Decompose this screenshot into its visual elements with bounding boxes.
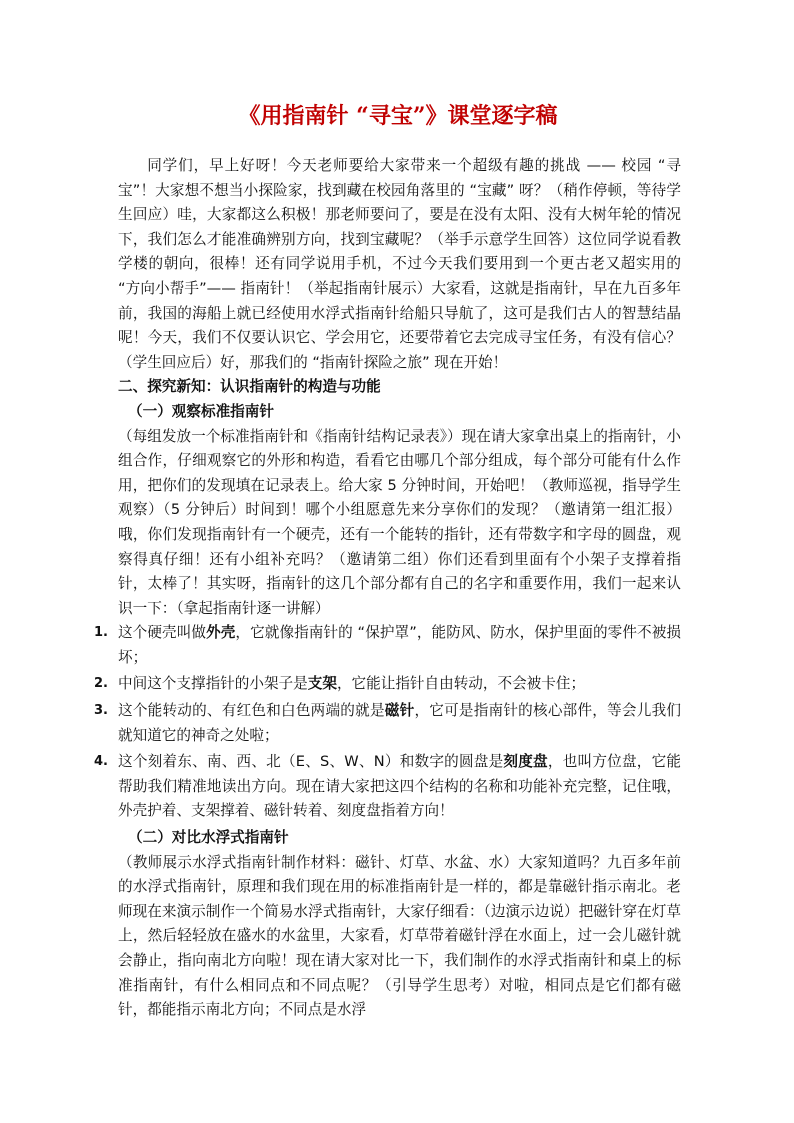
observation-paragraph: （每组发放一个标准指南针和《指南针结构记录表》）现在请大家拿出桌上的指南针，小组合作，仔细观察它的外形和构造，看看它由哪几个部分组成，每个部分可能有什么作用，把你们的发现填在记录表上。给大家 5 分钟时间，开始吧！（教师巡视，指导学生观察）（5 分钟后）时间到！哪个小组愿意先来分享你们的发现？（邀请第一组汇报）哦，你们发现指南针有一个硬壳，还有一个能转的指针，还有带数字和字母的圆盘，观察得真仔细！还有小组补充吗？（邀请第二组）你们还看到里面有个小架子支撑着指针，太棒了！其实呀，指南针的这几个部分都有自己的名字和重要作用，我们一起来认识一下：（拿起指南针逐一讲解） <box>118 427 681 617</box>
list-item <box>94 699 681 748</box>
intro-paragraph: 同学们，早上好呀！今天老师要给大家带来一个超级有趣的挑战 —— 校园 “寻宝”！大家想不想当小探险家，找到藏在校园角落里的 “宝藏” 呀？（稍作停顿，等待学生回应）哇，大家都这么积极！那老师要问了，要是在没有太阳、没有大树年轮的情况下，我们怎么才能准确辨别方向，找到宝藏呢？（举手示意学生回答）这位同学说看教学楼的朝向，很棒！还有同学说用手机，不过今天我们要用到一个更古老又超实用的 “方向小帮手”—— 指南针！（举起指南针展示）大家看，这就是指南针，早在九百多年前，我国的海船上就已经使用水浮式指南针给船只导航了，这可是我们古人的智慧结晶呢！今天，我们不仅要认识它、学会用它，还要带着它去完成寻宝任务，有没有信心？（学生回应后）好，那我们的 “指南针探险之旅” 现在开始！ <box>118 157 681 371</box>
list-item <box>94 621 681 670</box>
subsection-heading-2: （二）对比水浮式指南针 <box>128 829 289 847</box>
list-text: 中间这个支撑指针的小架子是 <box>118 675 308 693</box>
list-term: 刻度盘 <box>503 753 548 771</box>
list-number: 4. <box>94 754 108 770</box>
list-text: 这个能转动的、有红色和白色两端的就是 <box>118 702 385 720</box>
list-text: 这个刻着东、南、西、北（E、S、W、N）和数字的圆盘是 <box>118 753 504 771</box>
list-text: 这个硬壳叫做 <box>118 624 207 642</box>
list-number: 2. <box>94 676 108 692</box>
subsection-heading-1: （一）观察标准指南针 <box>128 402 274 420</box>
list-term: 支架 <box>307 675 337 693</box>
list-item <box>94 750 681 824</box>
section-heading: 二、探究新知：认识指南针的构造与功能 <box>118 378 381 396</box>
list-item <box>94 672 681 697</box>
list-text: ，也叫方位盘，它能帮助我们精准地读出方向。现在请大家把这四个结构的名称和功能补充完整，记住哦，外壳护着、支架撑着、磁针转着、刻度盘指着方向！ <box>118 753 681 820</box>
comparison-paragraph: （教师展示水浮式指南针制作材料：磁针、灯草、水盆、水）大家知道吗？九百多年前的水浮式指南针，原理和我们现在用的标准指南针是一样的，都是靠磁针指示南北。老师现在来演示制作一个简易水浮式指南针，大家仔细看：（边演示边说）把磁针穿在灯草上，然后轻轻放在盛水的水盆里，大家看，灯草带着磁针浮在水面上，过一会儿磁针就会静止，指向南北方向啦！现在请大家对比一下，我们制作的水浮式指南针和桌上的标准指南针，有什么相同点和不同点呢？（引导学生思考）对啦，相同点是它们都有磁针，都能指示南北方向；不同点是水浮 <box>118 853 681 1019</box>
structure-list <box>94 621 681 824</box>
document-title: 《用指南针 “寻宝”》课堂逐字稿 <box>238 103 558 129</box>
list-term: 磁针 <box>384 702 415 720</box>
document-body <box>94 154 681 1023</box>
list-number: 3. <box>94 703 108 719</box>
list-text: ，它就像指南针的 “保护罩”，能防风、防水，保护里面的零件不被损坏； <box>118 624 681 666</box>
list-number: 1. <box>94 625 108 641</box>
list-text: ，它能让指针自由转动，不会被卡住； <box>336 675 586 693</box>
list-text: ，它可是指南针的核心部件，等会儿我们就知道它的神奇之处啦； <box>118 702 681 744</box>
list-term: 外壳 <box>206 624 236 642</box>
